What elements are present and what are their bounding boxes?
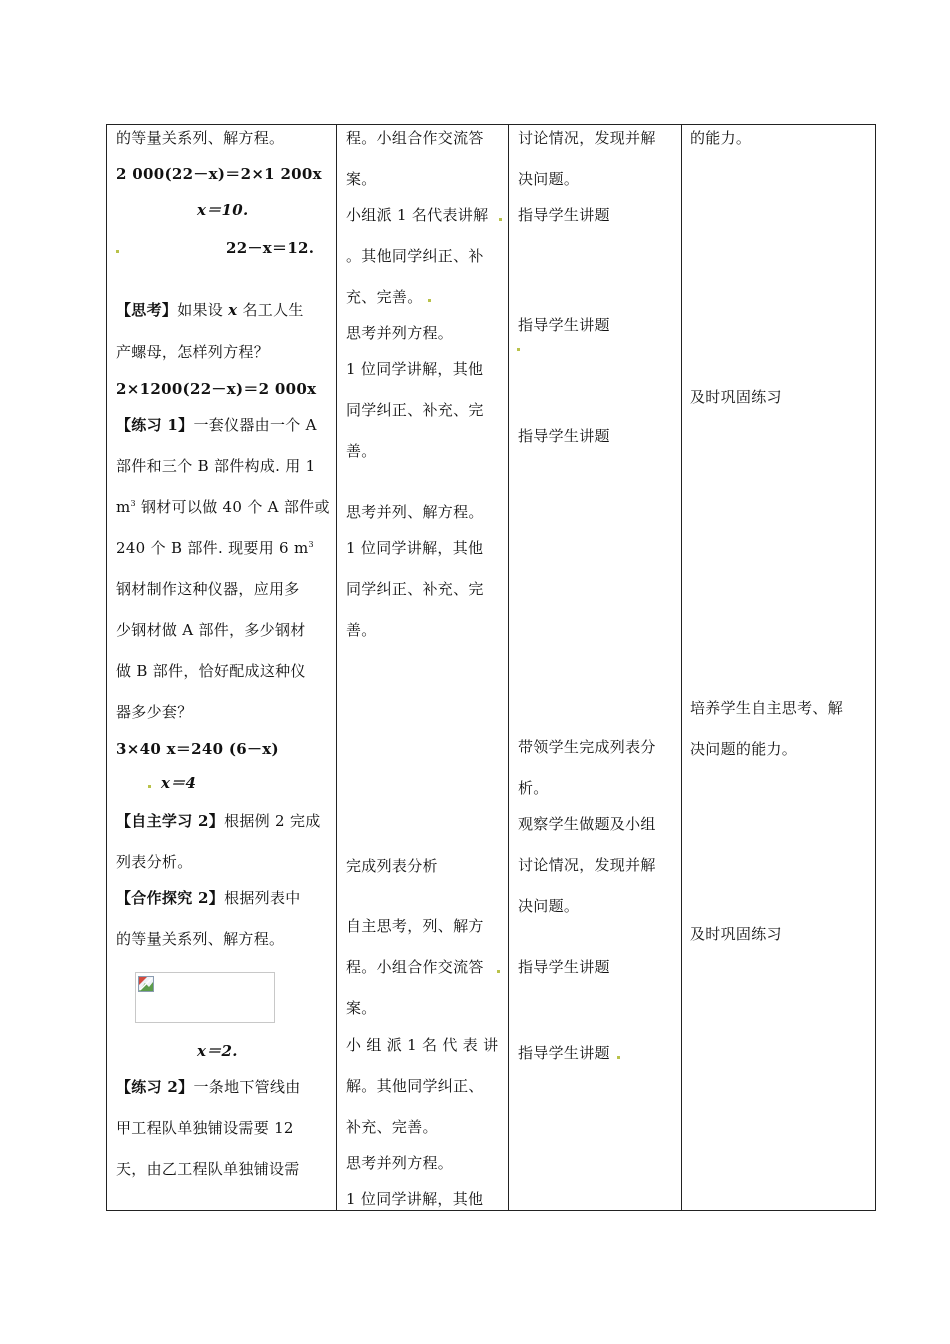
text-line: 钢材制作这种仪器，应用多: [116, 580, 300, 598]
text-line: 的能力。: [690, 129, 752, 147]
equation: 2 000(22－x)＝2×1 200x: [116, 165, 322, 183]
text-line: 讨论情况，发现并解: [518, 129, 656, 147]
text-line: 1 位同学讲解，其他: [346, 539, 484, 557]
text-line: 善。: [346, 442, 377, 460]
equation: 3×40 x＝240 (6－x): [116, 740, 279, 758]
text-line: 指导学生讲题: [518, 958, 610, 976]
equation: x＝2.: [197, 1042, 238, 1060]
stray-mark: [148, 785, 151, 788]
text-line: 的等量关系列、解方程。: [116, 129, 285, 147]
text-line: 列表分析。: [116, 853, 193, 871]
coop-explore-2: [116, 888, 301, 908]
section-tag: 【练习 1】: [116, 416, 194, 434]
stray-mark: [617, 1056, 620, 1059]
text-line: 产螺母，怎样列方程？: [116, 343, 270, 361]
text-line: 小组派 1 名代表讲解: [346, 206, 489, 224]
text-span: 根据例 2 完成: [224, 812, 321, 830]
text-line: 解。其他同学纠正、: [346, 1077, 484, 1095]
text-line: 程。小组合作交流答: [346, 129, 484, 147]
text-line: 指导学生讲题: [518, 427, 610, 445]
stray-mark: [116, 250, 119, 253]
text-line: 1 位同学讲解，其他: [346, 1190, 484, 1208]
text-line: 决问题。: [518, 170, 580, 188]
text-line: 自主思考，列、解方: [346, 917, 484, 935]
text-line: 小 组 派 1 名 代 表 讲: [346, 1036, 499, 1054]
text-line: 1 位同学讲解，其他: [346, 360, 484, 378]
text-line: [116, 538, 314, 558]
text-line: 观察学生做题及小组: [518, 815, 656, 833]
text-line: 部件和三个 B 部件构成. 用 1: [116, 457, 316, 475]
text-line: 做 B 部件，恰好配成这种仪: [116, 662, 306, 680]
text-line: 思考并列、解方程。: [346, 503, 484, 521]
broken-image-icon: [138, 976, 154, 992]
equation: x＝10.: [197, 201, 249, 219]
text-span: 名工人生: [237, 301, 304, 319]
equation: 2×1200(22－x)＝2 000x: [116, 380, 317, 398]
think-prompt: [116, 300, 304, 320]
stray-mark: [497, 970, 500, 973]
text-line: 。其他同学纠正、补: [346, 247, 484, 265]
text-line: 器多少套？: [116, 703, 193, 721]
text-line: [116, 497, 330, 517]
text-line: 决问题。: [518, 897, 580, 915]
equation-image: [135, 972, 275, 1023]
text-line: 充、完善。: [346, 288, 423, 306]
text-line: 及时巩固练习: [690, 388, 782, 406]
text-line: 同学纠正、补充、完: [346, 401, 484, 419]
text-line: 案。: [346, 170, 377, 188]
text-line: 指导学生讲题: [518, 206, 610, 224]
stray-mark: [517, 348, 520, 351]
section-tag: 【自主学习 2】: [116, 812, 225, 830]
text-line: 讨论情况，发现并解: [518, 856, 656, 874]
superscript: 3: [130, 499, 136, 508]
text-line: 天，由乙工程队单独铺设需: [116, 1160, 300, 1178]
text-line: 培养学生自主思考、解: [690, 699, 844, 717]
exercise-2: [116, 1077, 301, 1097]
text-line: 析。: [518, 779, 549, 797]
column-divider-1: [336, 125, 337, 1210]
text-line: 的等量关系列、解方程。: [116, 930, 285, 948]
stray-mark: [428, 299, 431, 302]
text-line: 思考并列方程。: [346, 324, 454, 342]
text-line: 同学纠正、补充、完: [346, 580, 484, 598]
text-line: 决问题的能力。: [690, 740, 798, 758]
equation: x＝4: [161, 774, 197, 792]
text-span: m: [116, 498, 131, 516]
section-tag: 【练习 2】: [116, 1078, 194, 1096]
exercise-1: [116, 415, 317, 435]
section-tag: 【合作探究 2】: [116, 889, 225, 907]
text-line: 思考并列方程。: [346, 1154, 454, 1172]
variable: x: [228, 301, 238, 319]
text-line: 指导学生讲题: [518, 316, 610, 334]
text-line: 及时巩固练习: [690, 925, 782, 943]
text-span: 根据列表中: [224, 889, 301, 907]
text-line: 补充、完善。: [346, 1118, 438, 1136]
text-line: 善。: [346, 621, 377, 639]
text-line: 程。小组合作交流答: [346, 958, 484, 976]
text-line: 指导学生讲题: [518, 1044, 610, 1062]
text-line: 案。: [346, 999, 377, 1017]
equation: 22－x＝12.: [226, 239, 315, 257]
stray-mark: [499, 218, 502, 221]
column-divider-2: [508, 125, 509, 1210]
text-span: 一套仪器由一个 A: [193, 416, 317, 434]
section-tag: 【思考】: [116, 301, 178, 319]
text-span: 240 个 B 部件. 现要用 6 m: [116, 539, 309, 557]
text-span: 钢材可以做 40 个 A 部件或: [135, 498, 330, 516]
text-span: 一条地下管线由: [193, 1078, 301, 1096]
superscript: 3: [308, 540, 314, 549]
text-line: 完成列表分析: [346, 857, 438, 875]
text-line: 带领学生完成列表分: [518, 738, 656, 756]
text-line: 少钢材做 A 部件，多少钢材: [116, 621, 306, 639]
text-line: 甲工程队单独铺设需要 12: [116, 1119, 294, 1137]
self-study-2: [116, 811, 321, 831]
text-span: 如果设: [177, 301, 229, 319]
column-divider-3: [681, 125, 682, 1210]
